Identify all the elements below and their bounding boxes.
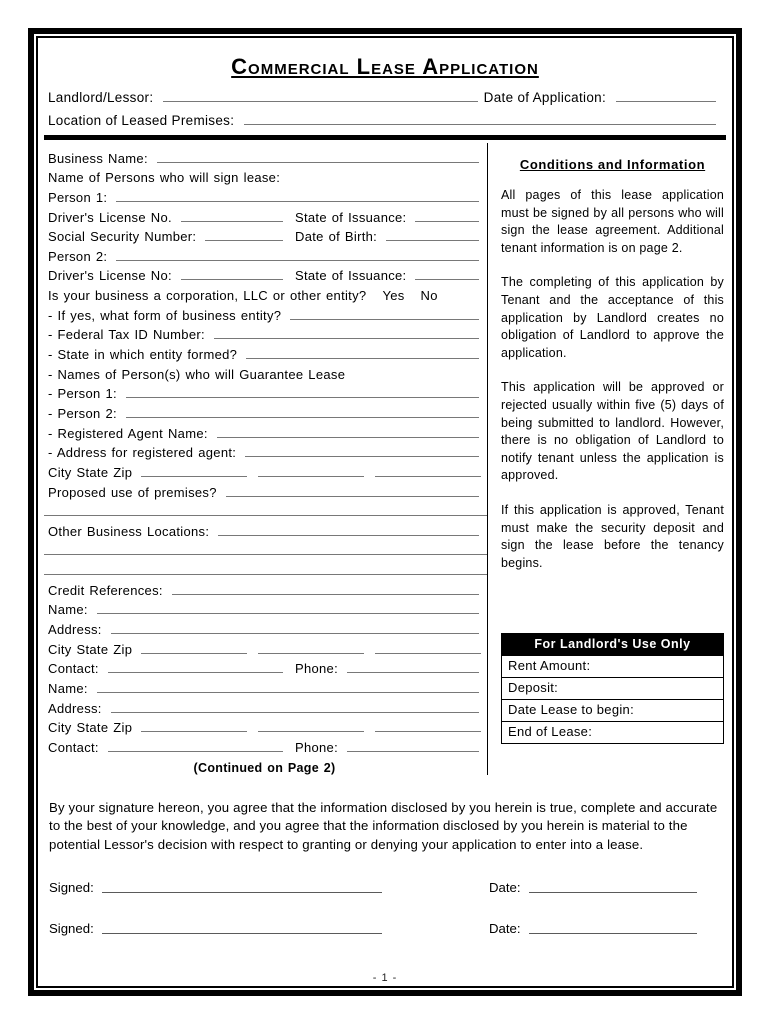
thick-divider-rule xyxy=(44,135,726,140)
row-guarantor-person-1 xyxy=(48,382,481,402)
signature-row-1 xyxy=(49,854,721,895)
drivers-license-2-label: Driver's License No: xyxy=(48,268,172,284)
reference1-city-state-zip-label: City State Zip xyxy=(48,641,133,657)
reference1-city-state-zip-zip-field[interactable] xyxy=(375,653,481,654)
row-business-entity-form xyxy=(48,303,481,323)
page-title: Commercial Lease Application xyxy=(231,54,539,79)
registered-agent-name-label: - Registered Agent Name: xyxy=(48,425,208,441)
reference2-city-state-zip-zip-field[interactable] xyxy=(375,731,481,732)
reference2-phone-field[interactable] xyxy=(347,751,479,752)
row-blank-writein-3 xyxy=(48,558,481,578)
landlord-use-table xyxy=(501,633,724,744)
location-field[interactable] xyxy=(244,124,716,125)
reference1-address-label: Address: xyxy=(48,622,102,638)
reference1-phone-field[interactable] xyxy=(347,672,479,673)
social-security-number-group xyxy=(48,229,285,244)
row-business-name xyxy=(48,146,481,166)
signed-field-1[interactable] xyxy=(102,892,382,893)
row-continued-note xyxy=(48,755,481,775)
agent-city-state-zip-label: City State Zip xyxy=(48,464,133,480)
person-1-label: Person 1: xyxy=(48,189,108,205)
reference1-phone-label: Phone: xyxy=(295,661,339,677)
drivers-license-2-group xyxy=(48,268,285,283)
reference2-contact-group xyxy=(48,740,285,755)
application-fields xyxy=(44,143,488,775)
landlord-use-row-deposit[interactable]: Deposit: xyxy=(502,677,723,699)
federal-tax-id-field[interactable] xyxy=(214,338,479,339)
other-business-locations-label: Other Business Locations: xyxy=(48,523,210,539)
state-of-issuance-2-group xyxy=(295,268,481,283)
date-label-2: Date: xyxy=(489,921,521,936)
signature-agreement-text: By your signature hereon, you agree that the information disclosed by you herein is true, complete and accurate to the best of your knowledge, and you agree that the information disclosed by you herein is material to the potential Lessor's decision with respect to granting or denying your application to enter into a lease. xyxy=(49,799,718,852)
conditions-paragraphs xyxy=(501,187,724,589)
social-security-number-field[interactable] xyxy=(205,240,283,241)
reference2-phone-group xyxy=(295,740,481,755)
drivers-license-1-group xyxy=(48,210,285,225)
state-of-issuance-2-label: State of Issuance: xyxy=(295,268,407,284)
entity-state-formed-label: - State in which entity formed? xyxy=(48,347,238,363)
landlord-use-row-rent-amount[interactable]: Rent Amount: xyxy=(502,655,723,677)
proposed-use-field[interactable] xyxy=(226,496,479,497)
state-of-issuance-1-label: State of Issuance: xyxy=(295,209,407,225)
location-row xyxy=(44,105,726,128)
row-reference2-contact xyxy=(48,735,481,755)
date-field-1[interactable] xyxy=(529,892,697,893)
continued-note-label: (Continued on Page 2) xyxy=(193,760,336,775)
blank-writein-2-field[interactable] xyxy=(44,554,487,555)
conditions-paragraph-2: The completing of this application by Tenant and the acceptance of this application by Landlord creates no obligation of Landlord to approve the application. xyxy=(501,275,724,360)
drivers-license-1-label: Driver's License No. xyxy=(48,209,172,225)
row-reference1-address xyxy=(48,617,481,637)
reference2-city-state-zip-city-field[interactable] xyxy=(141,731,247,732)
row-registered-agent-address xyxy=(48,441,481,461)
row-registered-agent-name xyxy=(48,421,481,441)
row-blank-writein-1 xyxy=(48,500,481,520)
sign-lease-persons-label: Name of Persons who will sign lease: xyxy=(48,170,281,186)
guarantor-person-2-field[interactable] xyxy=(126,417,479,418)
blank-writein-1-field[interactable] xyxy=(44,515,487,516)
reference1-contact-field[interactable] xyxy=(108,672,283,673)
row-reference1-contact xyxy=(48,657,481,677)
entity-question-option-yes[interactable]: Yes xyxy=(382,288,405,304)
credit-references-field[interactable] xyxy=(172,594,479,595)
credit-references-label: Credit References: xyxy=(48,582,163,598)
row-person-1 xyxy=(48,185,481,205)
business-entity-form-field[interactable] xyxy=(290,319,479,320)
date-of-birth-field[interactable] xyxy=(386,240,479,241)
social-security-number-label: Social Security Number: xyxy=(48,229,197,245)
row-reference1-name xyxy=(48,598,481,618)
entity-question-label: Is your business a corporation, LLC or other entity? xyxy=(48,288,367,304)
form-page-inner-border xyxy=(36,36,734,988)
signature-row-2 xyxy=(49,895,721,936)
date-of-birth-group xyxy=(295,229,481,244)
business-entity-form-label: - If yes, what form of business entity? xyxy=(48,307,282,323)
landlord-lessor-field[interactable] xyxy=(163,101,477,102)
registered-agent-address-label: - Address for registered agent: xyxy=(48,445,237,461)
landlord-use-heading: For Landlord's Use Only xyxy=(502,634,723,655)
row-credit-references xyxy=(48,578,481,598)
guarantee-lease-persons-label: - Names of Person(s) who will Guarantee Lease xyxy=(48,366,346,382)
landlord-row xyxy=(44,82,726,105)
conditions-paragraph-1: All pages of this lease application must be signed by all persons who will sign the lease agreement. Additional tenant information is on page 2. xyxy=(501,188,724,255)
business-name-field[interactable] xyxy=(157,162,479,163)
conditions-paragraph-3: This application will be approved or rejected usually within five (5) days of being submitted to landlord. However, there is no obligation of Landlord to notify tenant unless the application is approved. xyxy=(501,380,724,483)
row-entity-question xyxy=(48,283,481,303)
conditions-heading: Conditions and Information xyxy=(519,157,706,172)
date-of-application-field[interactable] xyxy=(616,101,716,102)
drivers-license-2-field[interactable] xyxy=(181,279,283,280)
row-reference2-name xyxy=(48,676,481,696)
row-drivers-license-1 xyxy=(48,205,481,225)
date-field-2[interactable] xyxy=(529,933,697,934)
entity-question-option-no[interactable]: No xyxy=(420,288,438,304)
reference1-name-field[interactable] xyxy=(97,613,479,614)
person-2-field[interactable] xyxy=(116,260,479,261)
reference2-contact-field[interactable] xyxy=(108,751,283,752)
signed-field-2[interactable] xyxy=(102,933,382,934)
guarantor-person-1-field[interactable] xyxy=(126,397,479,398)
reference1-city-state-zip-state-field[interactable] xyxy=(258,653,364,654)
row-other-business-locations xyxy=(48,519,481,539)
blank-writein-3-field[interactable] xyxy=(44,574,487,575)
drivers-license-1-field[interactable] xyxy=(181,221,283,222)
federal-tax-id-label: - Federal Tax ID Number: xyxy=(48,327,205,343)
agent-city-state-zip-city-field[interactable] xyxy=(141,476,247,477)
person-2-label: Person 2: xyxy=(48,248,108,264)
row-agent-city-state-zip xyxy=(48,460,481,480)
page-number: - 1 - xyxy=(372,972,398,984)
reference1-contact-group xyxy=(48,661,285,676)
other-business-locations-field[interactable] xyxy=(218,535,479,536)
state-of-issuance-1-field[interactable] xyxy=(415,221,479,222)
reference1-address-field[interactable] xyxy=(111,633,479,634)
person-1-field[interactable] xyxy=(116,201,479,202)
main-columns xyxy=(44,143,726,775)
entity-state-formed-field[interactable] xyxy=(246,358,479,359)
row-reference2-city-state-zip xyxy=(48,716,481,736)
landlord-use-row-end-of-lease[interactable]: End of Lease: xyxy=(502,721,723,743)
reference2-city-state-zip-state-field[interactable] xyxy=(258,731,364,732)
guarantor-person-2-label: - Person 2: xyxy=(48,405,117,421)
agent-city-state-zip-state-field[interactable] xyxy=(258,476,364,477)
agent-city-state-zip-zip-field[interactable] xyxy=(375,476,481,477)
location-label: Location of Leased Premises: xyxy=(48,113,235,128)
date-of-birth-label: Date of Birth: xyxy=(295,229,378,245)
reference2-phone-label: Phone: xyxy=(295,739,339,755)
reference2-contact-label: Contact: xyxy=(48,739,99,755)
date-of-application-label: Date of Application: xyxy=(483,90,606,105)
state-of-issuance-2-field[interactable] xyxy=(415,279,479,280)
row-entity-state-formed xyxy=(48,342,481,362)
landlord-lessor-label: Landlord/Lessor: xyxy=(48,90,154,105)
guarantor-person-1-label: - Person 1: xyxy=(48,386,117,402)
reference1-name-label: Name: xyxy=(48,602,88,618)
row-sign-lease-persons xyxy=(48,166,481,186)
row-federal-tax-id xyxy=(48,323,481,343)
row-reference1-city-state-zip xyxy=(48,637,481,657)
landlord-use-row-date-lease-begin[interactable]: Date Lease to begin: xyxy=(502,699,723,721)
conditions-paragraph-4: If this application is approved, Tenant must make the security deposit and sign the lease before the tenancy begins. xyxy=(501,502,724,570)
reference1-phone-group xyxy=(295,661,481,676)
proposed-use-label: Proposed use of premises? xyxy=(48,484,217,500)
row-guarantee-lease-persons xyxy=(48,362,481,382)
conditions-column xyxy=(488,143,726,775)
row-social-security-number xyxy=(48,225,481,245)
reference1-city-state-zip-city-field[interactable] xyxy=(141,653,247,654)
reference2-name-field[interactable] xyxy=(97,692,479,693)
registered-agent-name-field[interactable] xyxy=(217,437,479,438)
reference2-address-label: Address: xyxy=(48,700,102,716)
reference1-contact-label: Contact: xyxy=(48,661,99,677)
state-of-issuance-1-group xyxy=(295,210,481,225)
row-guarantor-person-2 xyxy=(48,401,481,421)
reference2-name-label: Name: xyxy=(48,680,88,696)
reference2-address-field[interactable] xyxy=(111,712,479,713)
signed-label-1: Signed: xyxy=(49,880,94,895)
registered-agent-address-field[interactable] xyxy=(245,456,479,457)
row-person-2 xyxy=(48,244,481,264)
row-reference2-address xyxy=(48,696,481,716)
row-proposed-use xyxy=(48,480,481,500)
date-label-1: Date: xyxy=(489,880,521,895)
signed-label-2: Signed: xyxy=(49,921,94,936)
row-blank-writein-2 xyxy=(48,539,481,559)
form-page xyxy=(28,28,742,996)
business-name-label: Business Name: xyxy=(48,150,148,166)
reference2-city-state-zip-label: City State Zip xyxy=(48,720,133,736)
row-drivers-license-2 xyxy=(48,264,481,284)
